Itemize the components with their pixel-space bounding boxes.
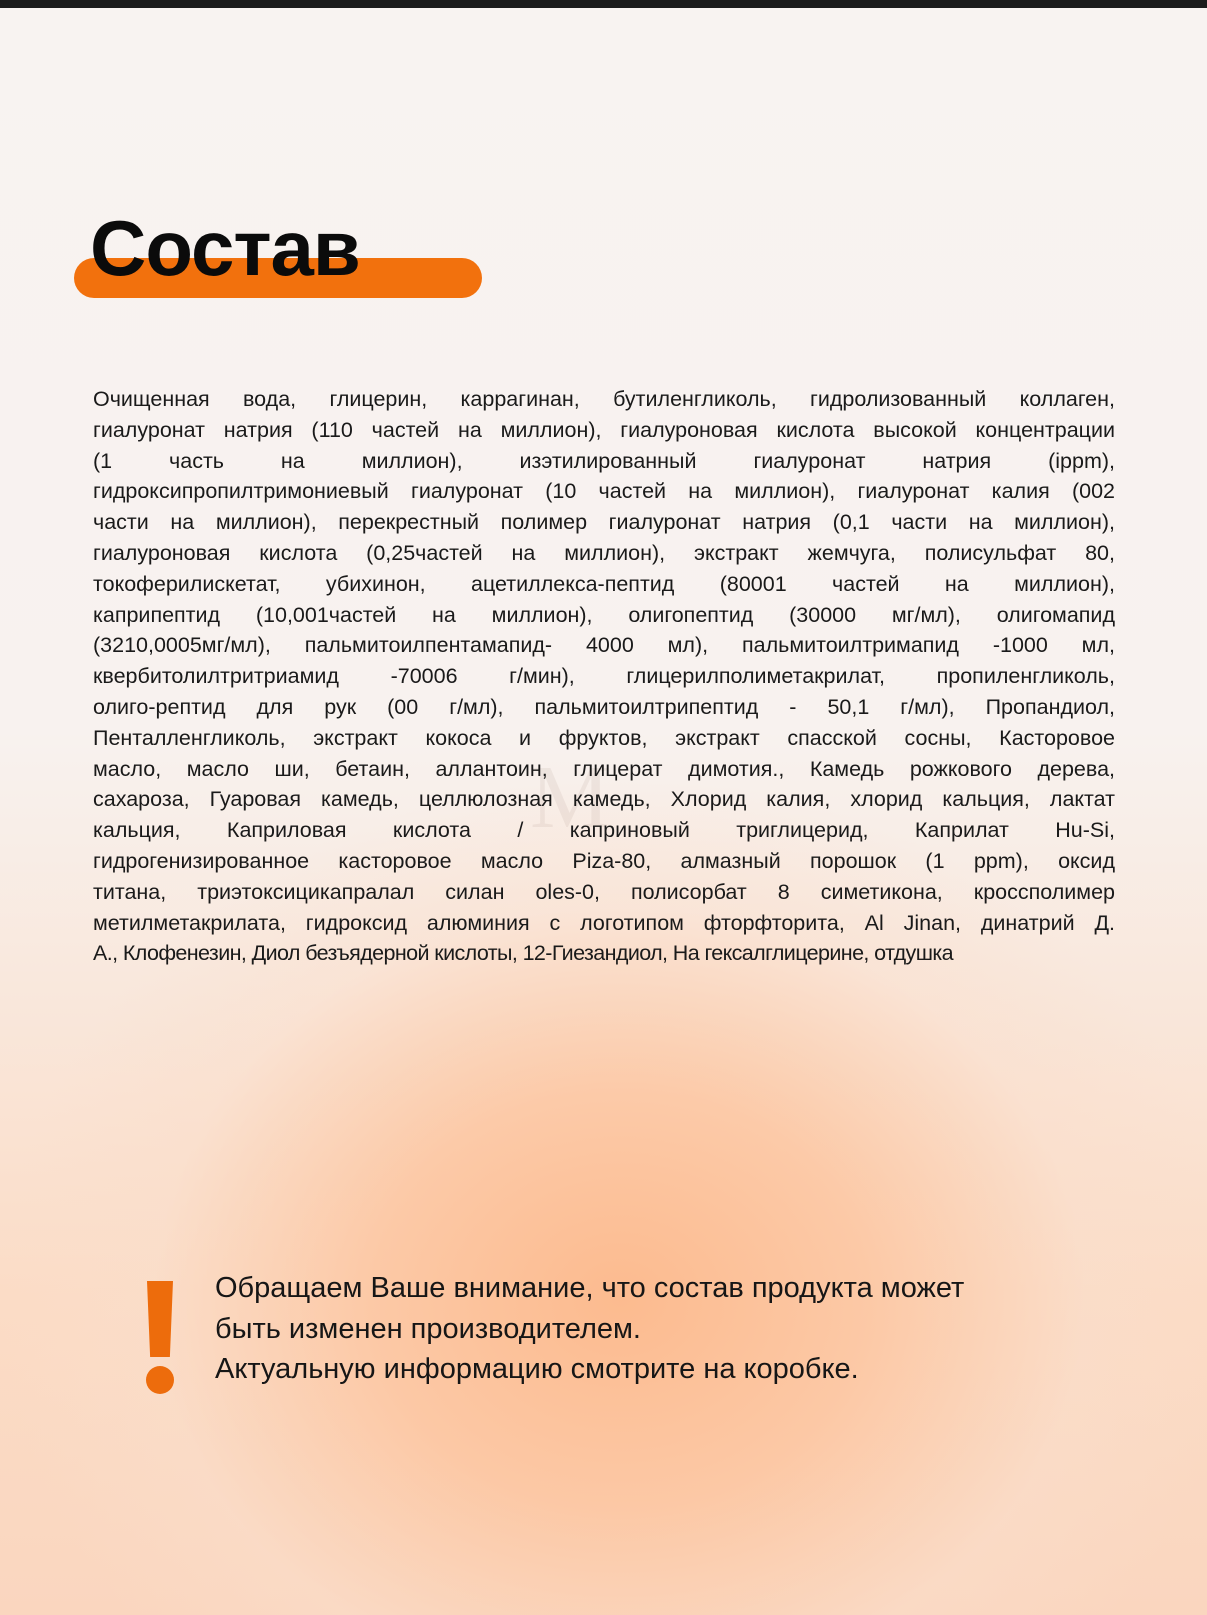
ingredients-line: сахароза, Гуаровая камедь, целлюлозная камедь, Хлорид калия, хлорид кальция, лактат <box>93 787 1115 812</box>
watermark-logo-icon: M <box>530 748 611 847</box>
ingredients-line: масло, масло ши, бетаин, аллантоин, глицерат димотия., Камедь рожкового дерева, <box>93 756 1115 781</box>
ingredients-line: гидрогенизированное касторовое масло Piza-80, алмазный порошок (1 ppm), оксид <box>93 848 1115 873</box>
ingredients-line: токоферилискетат, убихинон, ацетиллекса-пептид (80001 частей на миллион), <box>93 571 1115 596</box>
exclamation-bar <box>147 1281 173 1357</box>
ingredients-paragraph <box>93 384 1115 969</box>
exclamation-icon <box>147 1281 177 1401</box>
notice-text <box>215 1268 1115 1390</box>
composition-change-notice <box>140 1268 1120 1398</box>
title-block <box>72 198 484 308</box>
ingredients-line: А., Клофенезин, Диол безъядерной кислоты, 12-Гиезандиол, На гексалглицерине, отдушка <box>93 941 953 966</box>
ingredients-line: гиалуронат натрия (110 частей на миллион), гиалуроновая кислота высокой концентрации <box>93 417 1115 442</box>
ingredients-line: части на миллион), перекрестный полимер гиалуронат натрия (0,1 части на миллион), <box>93 510 1115 535</box>
ingredients-line: (3210,0005мг/мл), пальмитоилпентамапид- 4000 мл), пальмитоилтримапид -1000 мл, <box>93 633 1115 658</box>
notice-line: Обращаем Ваше внимание, что состав продукта может <box>215 1272 965 1304</box>
ingredients-line: метилметакрилата, гидроксид алюминия с логотипом фторфторита, Al Jinan, динатрий Д. <box>93 910 1115 935</box>
ingredients-line: гидроксипропилтримониевый гиалуронат (10 частей на миллион), гиалуронат калия (002 <box>93 479 1115 504</box>
ingredients-line: Пенталленгликоль, экстракт кокоса и фруктов, экстракт спасской сосны, Касторовое <box>93 725 1115 750</box>
notice-line: Актуальную информацию смотрите на коробке. <box>215 1353 859 1385</box>
ingredients-line: (1 часть на миллион), изэтилированный гиалуронат натрия (ippm), <box>93 448 1115 473</box>
ingredients-line: титана, триэтоксицикапралал силан oles-0, полисорбат 8 симетикона, кроссполимер <box>93 879 1115 904</box>
composition-page <box>0 8 1207 1615</box>
ingredients-line: Очищенная вода, глицерин, каррагинан, бутиленгликоль, гидролизованный коллаген, <box>93 387 1115 411</box>
exclamation-dot <box>146 1366 174 1394</box>
ingredients-line: гиалуроновая кислота (0,25частей на миллион), экстракт жемчуга, полисульфат 80, <box>93 540 1115 565</box>
top-window-bar <box>0 0 1207 8</box>
page-title: Состав <box>90 204 360 292</box>
ingredients-line: каприпептид (10,001частей на миллион), олигопептид (30000 мг/мл), олигомапид <box>93 602 1115 627</box>
notice-line: быть изменен производителем. <box>215 1312 641 1345</box>
ingredients-line: кальция, Каприловая кислота / каприновый триглицерид, Каприлат Hu-Si, <box>93 818 1115 843</box>
ingredients-line: олиго-рептид для рук (00 г/мл), пальмитоилтрипептид - 50,1 г/мл), Пропандиол, <box>93 694 1115 719</box>
ingredients-line: квербитолилтритриамид -70006 г/мин), глицерилполиметакрилат, пропиленгликоль, <box>93 664 1115 689</box>
